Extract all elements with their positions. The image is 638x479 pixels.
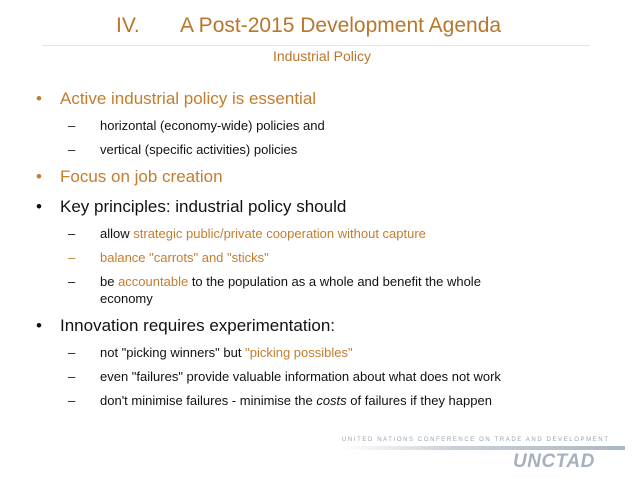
sub-bullet-failures-info [36,368,616,385]
sub-bullet-dash: – [68,250,76,265]
sub-bullet-dash: – [68,369,76,384]
bullet-dot: • [36,316,42,335]
sub-bullet-dash: – [68,345,76,360]
footer-org-name: UNITED NATIONS CONFERENCE ON TRADE AND DEVELOPMENT [342,437,610,443]
sub-bullet-dash: – [68,142,76,157]
sub-bullet-dash: – [68,274,76,289]
sub-bullet-minimise-costs [36,392,616,409]
bullet-text: Active industrial policy is essential [60,89,317,108]
sub-bullet-horizontal [36,117,616,134]
slide-title [116,14,501,38]
sub-bullet-text: don't minimise failures - minimise the [100,393,317,408]
bullet-list [36,88,616,409]
emphasis-text: costs [316,393,347,408]
title-text: A Post-2015 Development Agenda [180,14,502,37]
bullet-text: Focus on job creation [60,167,223,186]
slide-subtitle: Industrial Policy [272,48,372,64]
highlight-text: strategic public/private cooperation without capture [133,226,426,241]
bullet-text: Key principles: industrial policy should [60,197,347,216]
bullet-key-principles [36,196,616,218]
unctad-logo: UNCTAD [513,451,595,472]
sub-bullet-text: horizontal (economy-wide) policies and [100,118,325,133]
sub-bullet-vertical [36,141,616,158]
sub-bullet-picking-possibles [36,344,616,361]
bullet-text: Innovation requires experimentation: [60,316,335,335]
sub-bullet-text: be [100,274,119,289]
bullet-dot: • [36,197,42,216]
highlight-text: accountable [118,274,189,289]
bullet-job-creation [36,166,616,188]
bullet-dot: • [36,167,42,186]
sub-bullet-text: balance "carrots" and "sticks" [100,250,269,265]
sub-bullet-cooperation [36,225,616,242]
highlight-text: "picking possibles" [245,345,353,360]
sub-bullet-text: not "picking winners" but [100,345,246,360]
sub-bullet-text: allow [100,226,134,241]
sub-bullet-accountable [36,273,616,307]
sub-bullet-text: vertical (specific activities) policies [100,142,298,157]
sub-bullet-text-post: of failures if they happen [346,393,492,408]
section-number: IV. [116,14,140,37]
title-divider [42,45,590,46]
sub-bullet-text: even "failures" provide valuable information about what does not work [100,369,501,384]
sub-bullet-dash: – [68,118,76,133]
sub-bullet-carrots-sticks [36,249,616,266]
sub-bullet-dash: – [68,226,76,241]
sub-bullet-dash: – [68,393,76,408]
bullet-dot: • [36,89,42,108]
bullet-active-industrial-policy [36,88,616,110]
footer-divider [342,446,625,450]
bullet-innovation [36,315,616,337]
sub-bullet-continuation: economy [100,291,153,306]
sub-bullet-text-post: to the population as a whole and benefit the whole [188,274,481,289]
